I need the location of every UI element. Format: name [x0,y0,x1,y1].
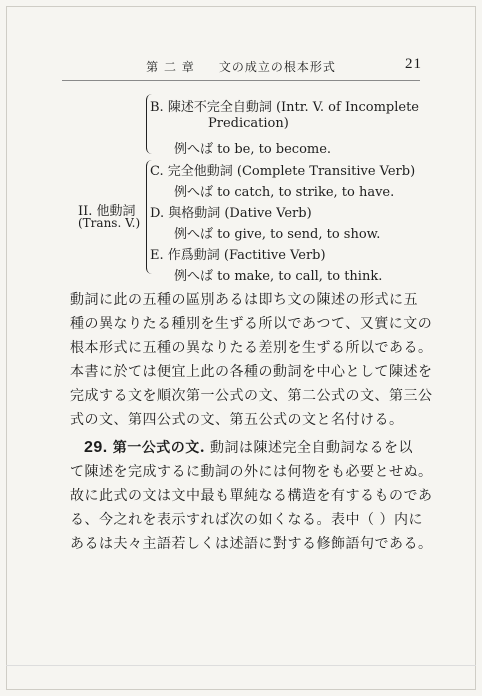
section-title: 第一公式の文. [112,440,206,456]
item-b-line2: Predication) [208,116,289,131]
item-d-line: D. 與格動詞 (Dative Verb) [150,206,312,221]
group-label-en: (Trans. V.) [78,216,141,230]
paragraph-line: 本書に於ては便宜上此の各種の動詞を中心として陳述を [70,364,433,380]
paragraph-1 [70,288,433,432]
paragraph-line: あるは夫々主語若しくは述語に對する修飾語句である。 [70,536,433,552]
item-c-line: C. 完全他動詞 (Complete Transitive Verb) [150,164,416,179]
item-b-example: 例へば to be, to become. [174,142,332,157]
paragraph-line: て陳述を完成するに動詞の外には何物をも必要とせぬ。 [70,464,433,480]
section-29 [70,436,433,556]
paragraph-line: 式の文、第四公式の文、第五公式の文と名付ける。 [70,412,404,428]
item-d-example: 例へば to give, to send, to show. [174,227,381,242]
item-e-line: E. 作爲動詞 (Factitive Verb) [150,248,326,263]
section-number: 29. [84,439,108,456]
paragraph-line: る、今之れを表示すれば次の如くなる。表中（ ）内に [70,512,423,528]
chapter-label: 第 二 章 [146,60,195,74]
paragraph-line: 動詞に此の五種の區別あるは即ち文の陳述の形式に五 [70,292,418,308]
section-heading-line [70,436,415,460]
item-c-example: 例へば to catch, to strike, to have. [174,185,395,200]
paragraph-line: 完成する文を順次第一公式の文、第二公式の文、第三公 [70,388,433,404]
verb-classification [0,0,482,290]
item-e-example: 例へば to make, to call, to think. [174,269,383,284]
section-first-line: 動詞は陳述完全自動詞なるを以 [210,440,414,456]
paragraph-line: 故に此式の文は文中最も單純なる構造を有するものであ [70,488,433,504]
item-b-line1: B. 陳述不完全自動詞 (Intr. V. of Incomplete [150,100,419,115]
paragraph-line: 根本形式に五種の異なりたる差別を生ずる所以である。 [70,340,433,356]
chapter-title: 文の成立の根本形式 [218,60,336,74]
footer-rule [6,665,476,666]
paragraph-line: 種の異なりたる種別を生ずる所以であつて、又實に文の [70,316,433,332]
group-label: II. 他動詞 [78,204,136,219]
page-number: 21 [405,56,422,72]
